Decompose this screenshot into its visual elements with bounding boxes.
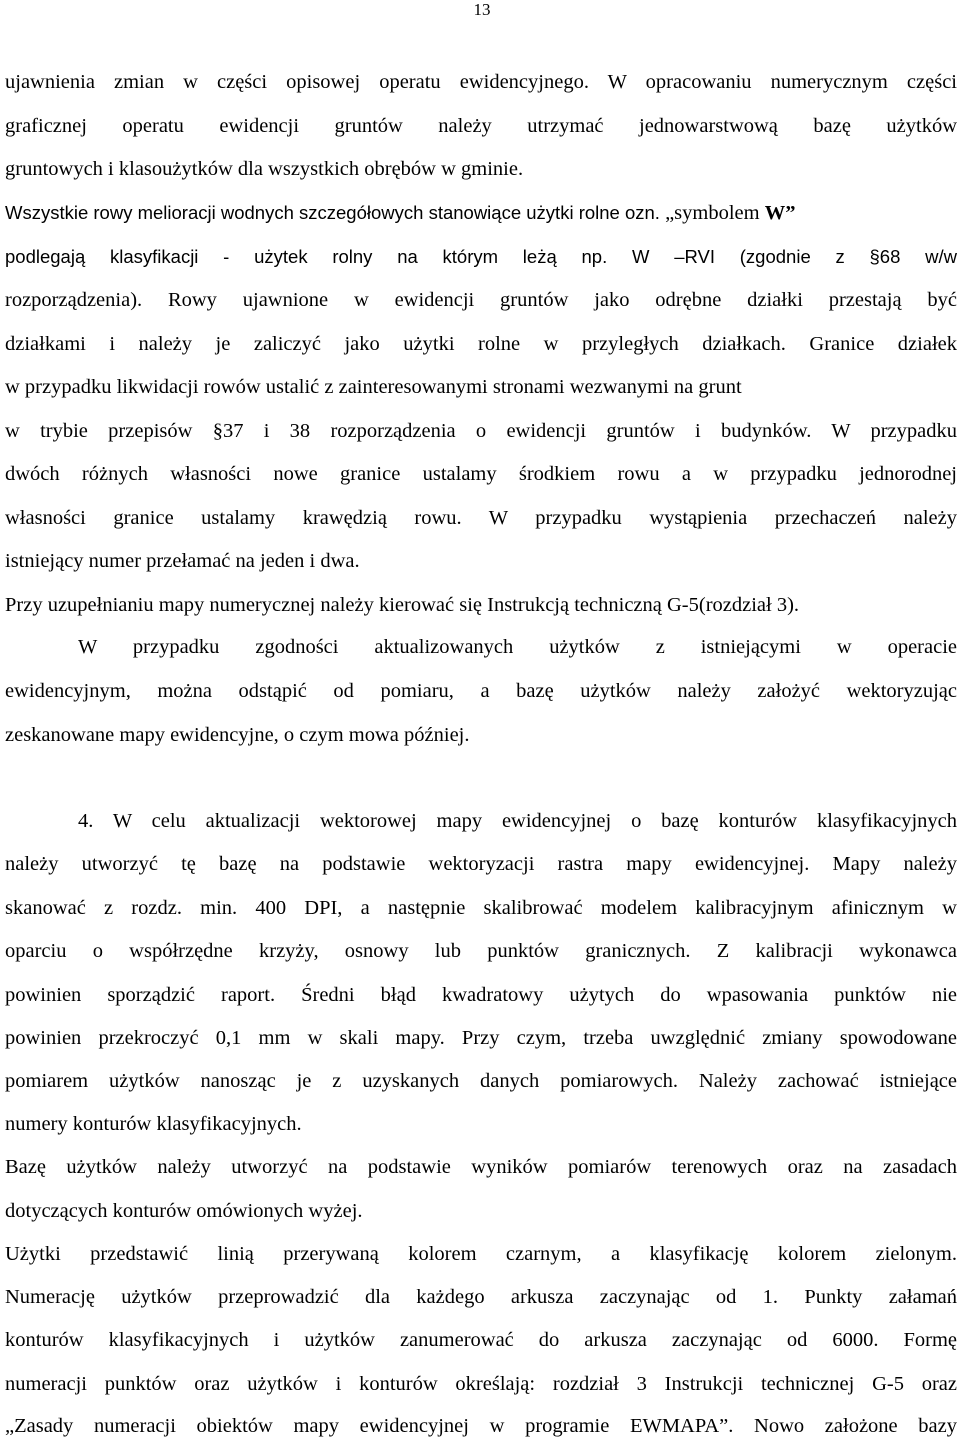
text-line: Użytki przedstawić linią przerywaną kolorem czarnym, a klasyfikację kolorem zielonym.: [5, 1243, 957, 1265]
text-line: powinien sporządzić raport. Średni błąd kwadratowy użytych do wpasowania punktów nie: [5, 984, 957, 1006]
page-number: 13: [473, 0, 491, 19]
text-line: dotyczących konturów omówionych wyżej.: [5, 1200, 363, 1222]
text-line: „Zasady numeracji obiektów mapy ewidencyjnej w programie EWMAPA”. Nowo założone bazy: [5, 1415, 957, 1437]
text-line: Przy uzupełnianiu mapy numerycznej należy kierować się Instrukcją techniczną G-5(rozdział 3).: [5, 594, 800, 616]
text-line: [5, 199, 957, 227]
text-line: dwóch różnych własności nowe granice ustalamy środkiem rowu a w przypadku jednorodnej: [5, 463, 957, 485]
text-line: podlegają klasyfikacji - użytek rolny na którym leżą np. W –RVI (zgodnie z §68 w/w: [5, 246, 957, 267]
text-line: W przypadku zgodności aktualizowanych użytków z istniejącymi w operacie: [78, 636, 957, 658]
text-line: Bazę użytków należy utworzyć na podstawie wyników pomiarów terenowych oraz na zasadach: [5, 1156, 957, 1178]
text-line: ujawnienia zmian w części opisowej operatu ewidencyjnego. W opracowaniu numerycznym części: [5, 71, 957, 93]
text-line: zeskanowane mapy ewidencyjne, o czym mowa później.: [5, 724, 470, 746]
text-line: działkami i należy je zaliczyć jako użytki rolne w przyległych działkach. Granice działek: [5, 333, 957, 355]
text-line: graficznej operatu ewidencji gruntów należy utrzymać jednowarstwową bazę użytków: [5, 115, 957, 137]
text-line: oparciu o współrzędne krzyży, osnowy lub punktów granicznych. Z kalibracji wykonawca: [5, 940, 957, 962]
text-line: pomiarem użytków nanosząc je z uzyskanych danych pomiarowych. Należy zachować istniejące: [5, 1070, 957, 1092]
text-line: własności granice ustalamy krawędzią rowu. W przypadku wystąpienia przechaczeń należy: [5, 507, 957, 529]
text-fragment: Wszystkie rowy melioracji wodnych szczegółowych stanowiące użytki rolne ozn.: [5, 202, 660, 223]
text-line: należy utworzyć tę bazę na podstawie wektoryzacji rastra mapy ewidencyjnej. Mapy należy: [5, 853, 957, 875]
text-line: numery konturów klasyfikacyjnych.: [5, 1113, 302, 1135]
text-line: w przypadku likwidacji rowów ustalić z zainteresowanymi stronami wezwanymi na grunt: [5, 376, 742, 398]
text-line: skanować z rozdz. min. 400 DPI, a następnie skalibrować modelem kalibracyjnym afinicznym w: [5, 897, 957, 919]
text-line: ewidencyjnym, można odstąpić od pomiaru, a bazę użytków należy założyć wektoryzując: [5, 680, 957, 702]
list-item-4: 4. W celu aktualizacji wektorowej mapy ewidencyjnej o bazę konturów klasyfikacyjnych: [78, 810, 957, 832]
text-line: konturów klasyfikacyjnych i użytków zanumerować do arkusza zaczynając od 6000. Formę: [5, 1329, 957, 1351]
text-fragment-bold: W”: [764, 202, 796, 224]
text-line: [5, 286, 957, 314]
text-line: Numerację użytków przeprowadzić dla każdego arkusza zaczynając od 1. Punkty załamań: [5, 1286, 957, 1308]
text-line: powinien przekroczyć 0,1 mm w skali mapy. Przy czym, trzeba uwzględnić zmiany spowodowane: [5, 1027, 957, 1049]
text-line: gruntowych i klasoużytków dla wszystkich obrębów w gminie.: [5, 158, 524, 180]
text-line: w trybie przepisów §37 i 38 rozporządzenia o ewidencji gruntów i budynków. W przypadku: [5, 420, 957, 442]
text-fragment: „symbolem: [665, 202, 765, 224]
text-line: istniejący numer przełamać na jeden i dwa.: [5, 550, 360, 572]
text-line: numeracji punktów oraz użytków i konturów określają: rozdział 3 Instrukcji technicznej G-5 oraz: [5, 1373, 957, 1395]
text-fragment: rozporządzenia). Rowy ujawnione w ewidencji gruntów jako odrębne działki przestają być: [5, 289, 957, 311]
